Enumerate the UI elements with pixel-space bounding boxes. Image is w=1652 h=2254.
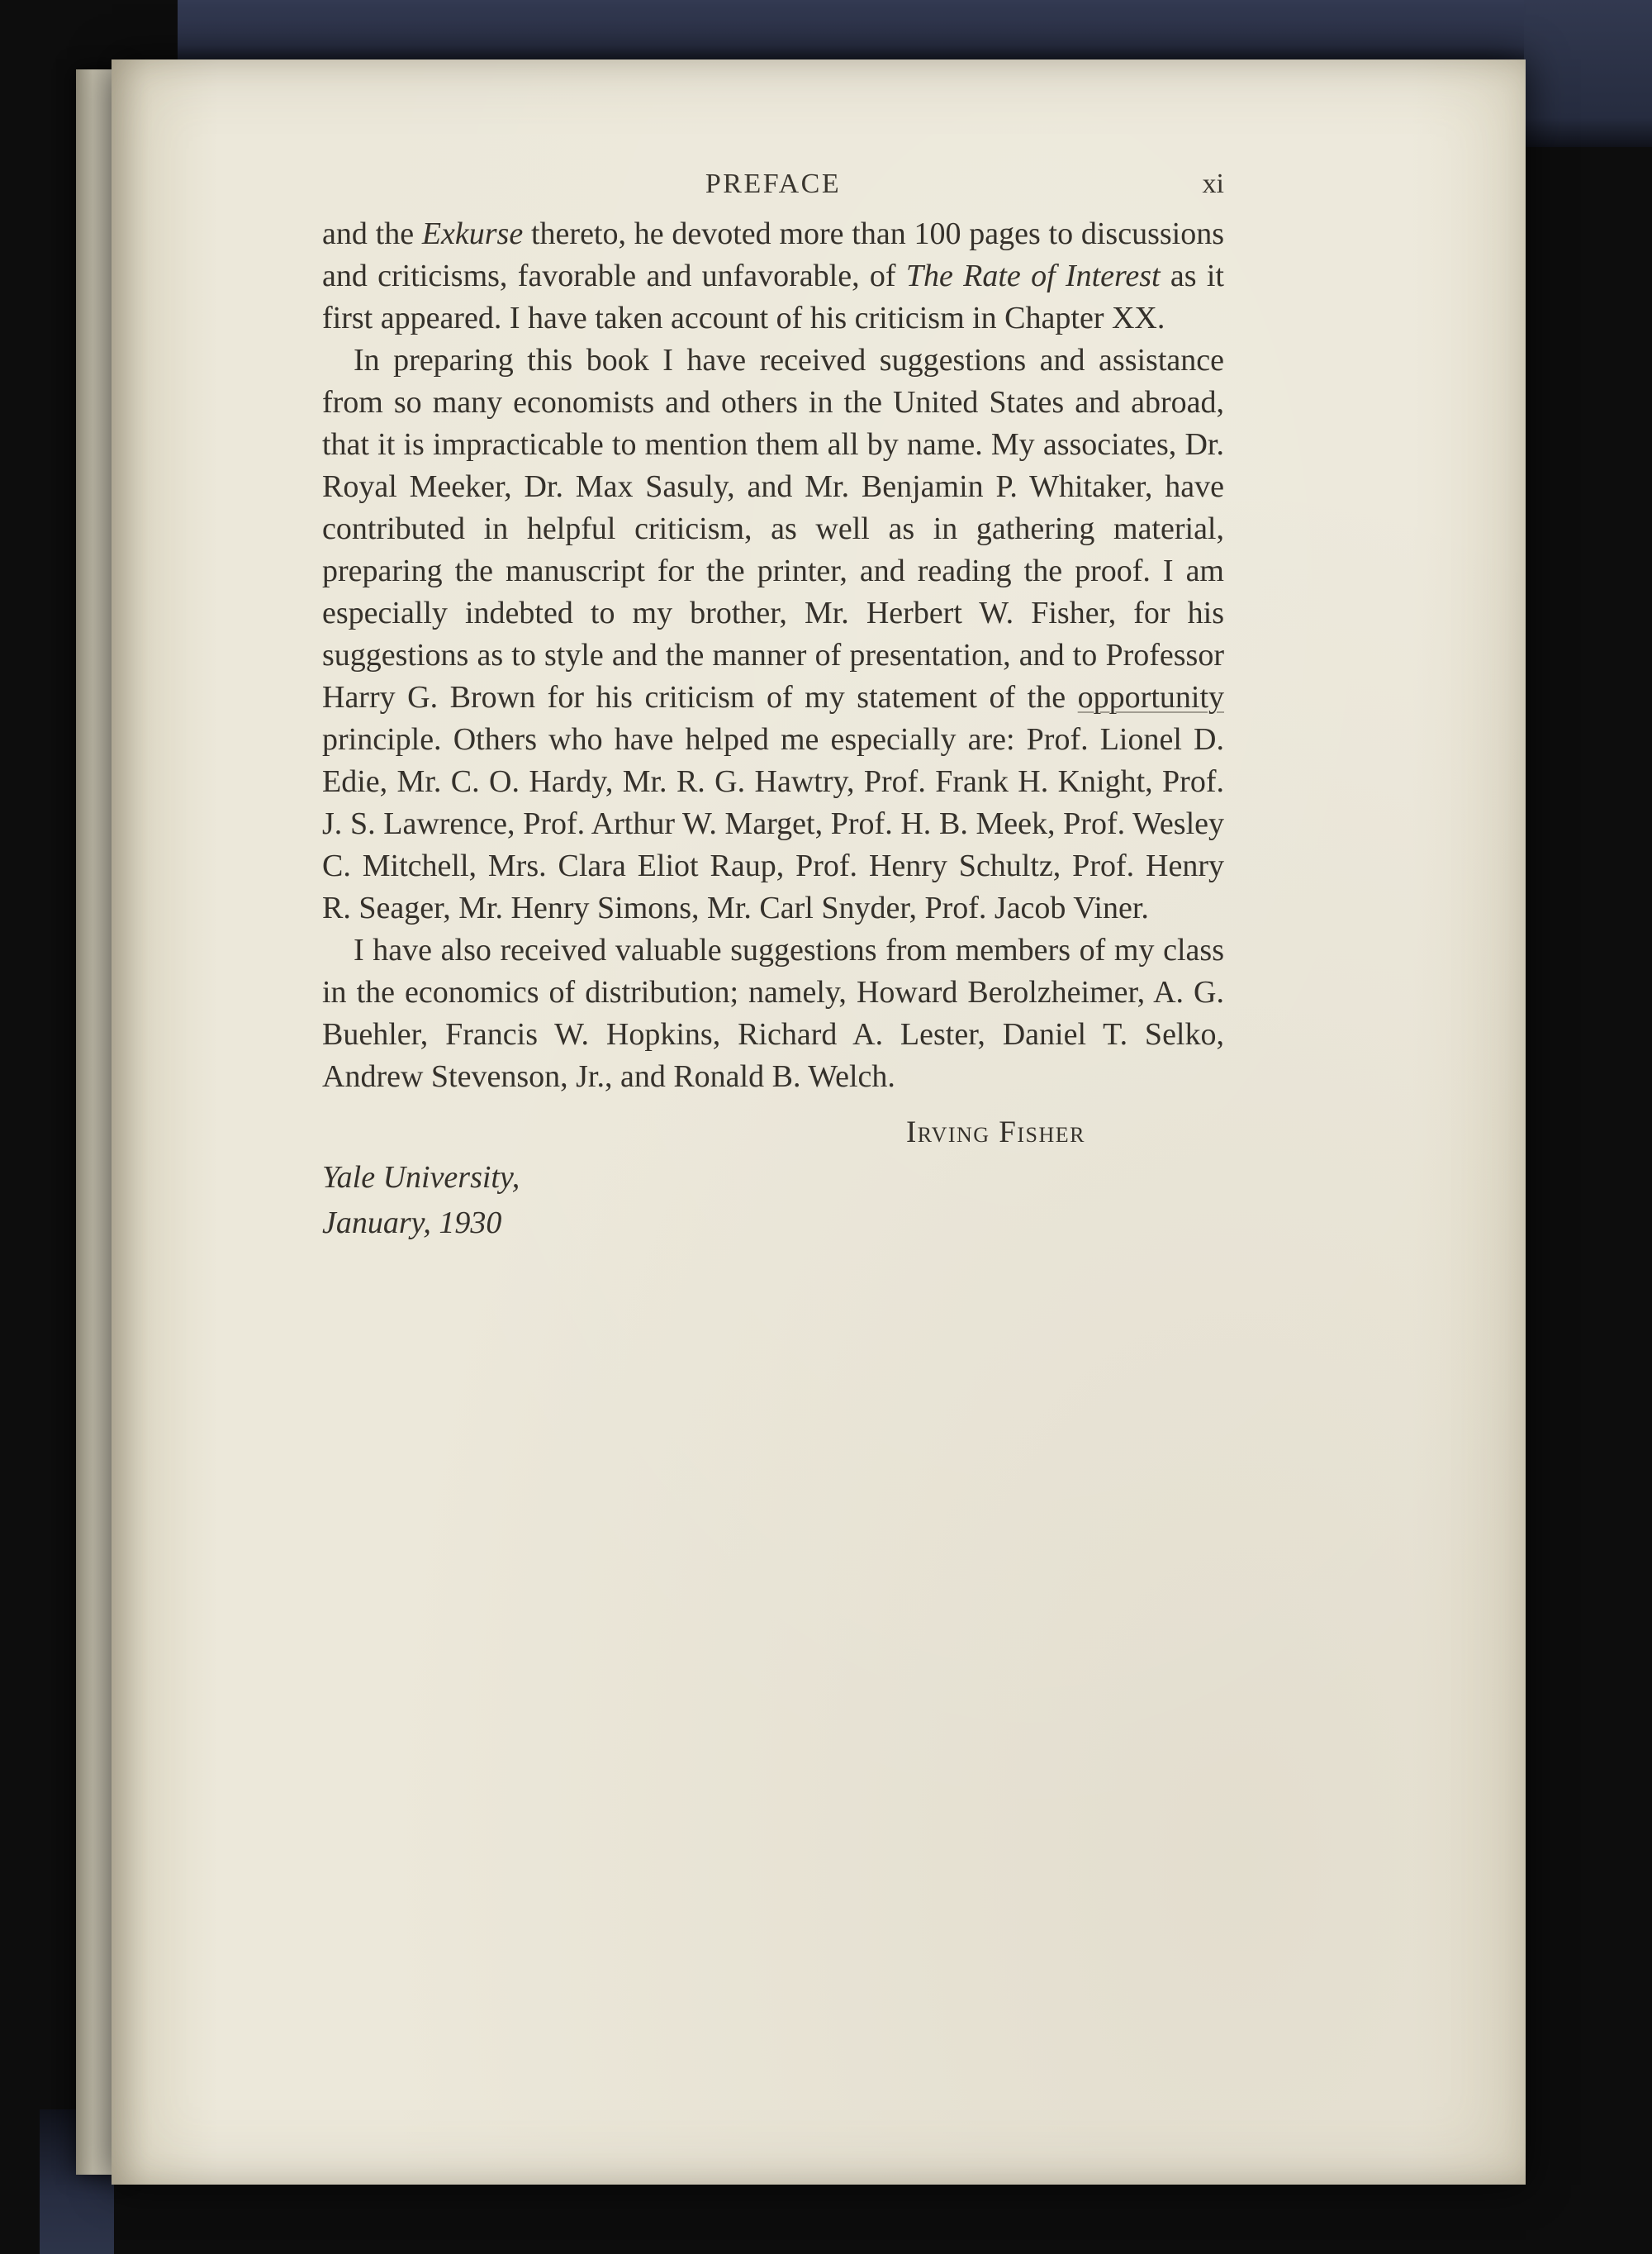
text-segment: opportunity [1077,680,1224,715]
running-head [322,169,1224,200]
text-segment: In preparing this book I have received suggestions and assistance from so many economists and others in the United States and abroad, that it is impracticable to mention them all by name. My associates, Dr. Royal Meeker, Dr. Max Sasuly, and Mr. Benjamin P. Whitaker, have contributed in helpful criticism, as well as in gathering material, preparing the manuscript for the printer, and reading the proof. I am especially indebted to my brother, Mr. Herbert W. Fisher, for his suggestions as to style and the manner of presentation, and to Professor Harry G. Brown for his criticism of my statement of the [322,343,1224,715]
body-paragraphs [322,213,1224,1098]
book-page [112,59,1526,2185]
text-segment: thereto, he devoted more than 100 pages to discussions and criticisms, favorable and unfavorable, of [322,216,1224,293]
paragraph [322,213,1224,340]
page-title: PREFACE [705,169,842,199]
text-segment: as it first appeared. I have taken account of his criticism in Chapter XX. [322,259,1224,335]
text-block [322,213,1224,1246]
book-cover-edge-top-right [1524,0,1652,147]
paragraph [322,930,1224,1098]
italic-text-segment: Exkurse [421,216,524,251]
paragraph [322,340,1224,930]
text-segment: and the [322,216,422,251]
book-cover-edge-top [178,0,1652,66]
byline [322,1155,1224,1246]
author-signature: Irving Fisher [905,1115,1085,1149]
byline-line-university: Yale University, [322,1160,520,1195]
page-number: xi [1202,169,1224,199]
byline-line-date: January, 1930 [322,1205,502,1240]
italic-text-segment: The Rate of Interest [905,259,1161,293]
text-segment: principle. Others who have helped me especially are: Prof. Lionel D. Edie, Mr. C. O. Hardy, Mr. R. G. Hawtry, Prof. Frank H. Knight, Prof. J. S. Lawrence, Prof. Arthur W. Marget, Prof. H. B. Meek, Prof. Wesley C. Mitchell, Mrs. Clara Eliot Raup, Prof. Henry Schultz, Prof. Henry R. Seager, Mr. Henry Simons, Mr. Carl Snyder, Prof. Jacob Viner. [322,722,1224,925]
text-segment: I have also received valuable suggestions from members of my class in the economics of distribution; namely, Howard Berolzheimer, A. G. Buehler, Francis W. Hopkins, Richard A. Lester, Daniel T. Selko, Andrew Stevenson, Jr., and Ronald B. Welch. [322,933,1224,1094]
